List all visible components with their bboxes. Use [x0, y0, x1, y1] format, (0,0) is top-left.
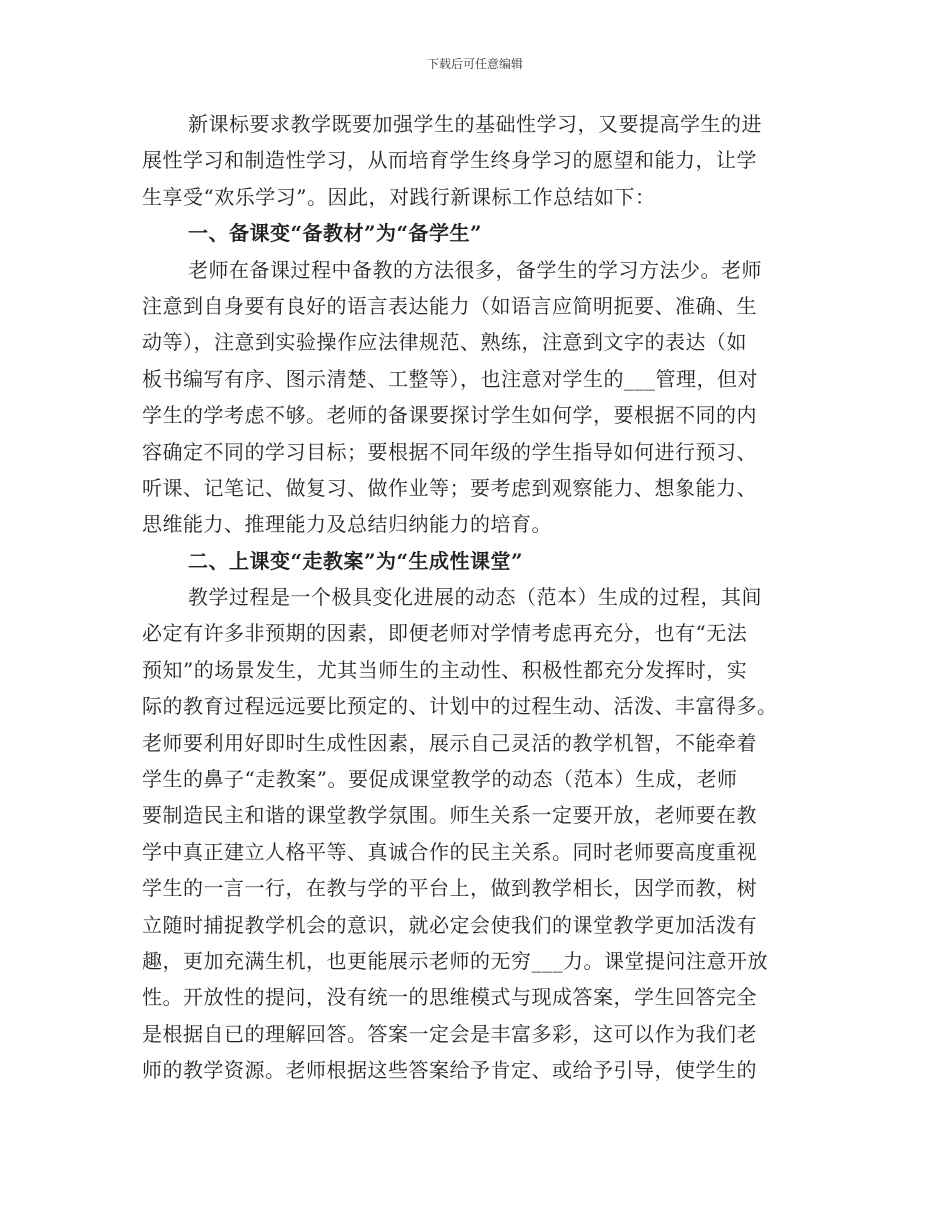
paragraph-line: 预知”的场景发生，尤其当师生的主动性、积极性都充分发挥时，实 [142, 657, 748, 682]
paragraph-line: 学中真正建立人格平等、真诚合作的民主关系。同时老师要高度重视 [142, 839, 757, 864]
paragraph-line: 思维能力、推理能力及总结归纳能力的培育。 [142, 512, 552, 537]
paragraph-line: 学生的鼻子“走教案”。要促成课堂教学的动态（范本）生成，老师 [142, 767, 738, 792]
paragraph-line: 展性学习和制造性学习，从而培育学生终身学习的愿望和能力，让学 [142, 148, 757, 173]
document-body [142, 106, 802, 1089]
paragraph-line: 立随时捕捉教学机会的意识，就必定会使我们的课堂教学更加活泼有 [142, 912, 757, 937]
page-header: 下载后可任意编辑 [426, 57, 523, 71]
paragraph-line: 必定有许多非预期的因素，即便老师对学情考虑再充分，也有“无法 [142, 621, 748, 646]
paragraph-line: 要制造民主和谐的课堂教学氛围。师生关系一定要开放，老师要在教 [142, 803, 757, 828]
paragraph-line: 师的教学资源。老师根据这些答案给予肯定、或给予引导，使学生的 [142, 1058, 757, 1083]
paragraph-line: 学生的学考虑不够。老师的备课要探讨学生如何学，要根据不同的内 [142, 403, 757, 428]
paragraph-line: 是根据自已的理解回答。答案一定会是丰富多彩，这可以作为我们老 [142, 1021, 757, 1046]
paragraph-line: 学生的一言一行，在教与学的平台上，做到教学相长，因学而教，树 [142, 876, 757, 901]
paragraph-line: 教学过程是一个极具变化进展的动态（范本）生成的过程，其间 [188, 585, 762, 610]
paragraph-line: 性。开放性的提问，没有统一的思维模式与现成答案，学生回答完全 [142, 985, 757, 1010]
paragraph-line: 趣，更加充满生机，也更能展示老师的无穷___力。课堂提问注意开放 [142, 948, 768, 973]
paragraph-line: 老师要利用好即时生成性因素，展示自己灵活的教学机智，不能牵着 [142, 730, 757, 755]
paragraph-line: 容确定不同的学习目标；要根据不同年级的学生指导如何进行预习、 [142, 439, 757, 464]
paragraph-line: 注意到自身要有良好的语言表达能力（如语言应简明扼要、准确、生 [142, 293, 757, 318]
paragraph-line: 际的教育过程远远要比预定的、计划中的过程生动、活泼、丰富得多。 [142, 694, 778, 719]
paragraph-line: 老师在备课过程中备教的方法很多，备学生的学习方法少。老师 [188, 257, 762, 282]
paragraph-line: 听课、记笔记、做复习、做作业等；要考虑到观察能力、想象能力、 [142, 475, 757, 500]
section-heading-2: 二、上课变“走教案”为“生成性课堂” [188, 548, 524, 573]
paragraph-line: 板书编写有序、图示清楚、工整等），也注意对学生的___管理，但对 [142, 366, 758, 391]
paragraph-line: 动等），注意到实验操作应法律规范、熟练，注意到文字的表达（如 [142, 330, 747, 355]
paragraph-line: 新课标要求教学既要加强学生的基础性学习，又要提高学生的进 [188, 112, 762, 136]
section-heading-1: 一、备课变“备教材”为“备学生” [188, 221, 483, 246]
paragraph-line: 生享受“欢乐学习”。因此，对践行新课标工作总结如下： [142, 184, 656, 209]
